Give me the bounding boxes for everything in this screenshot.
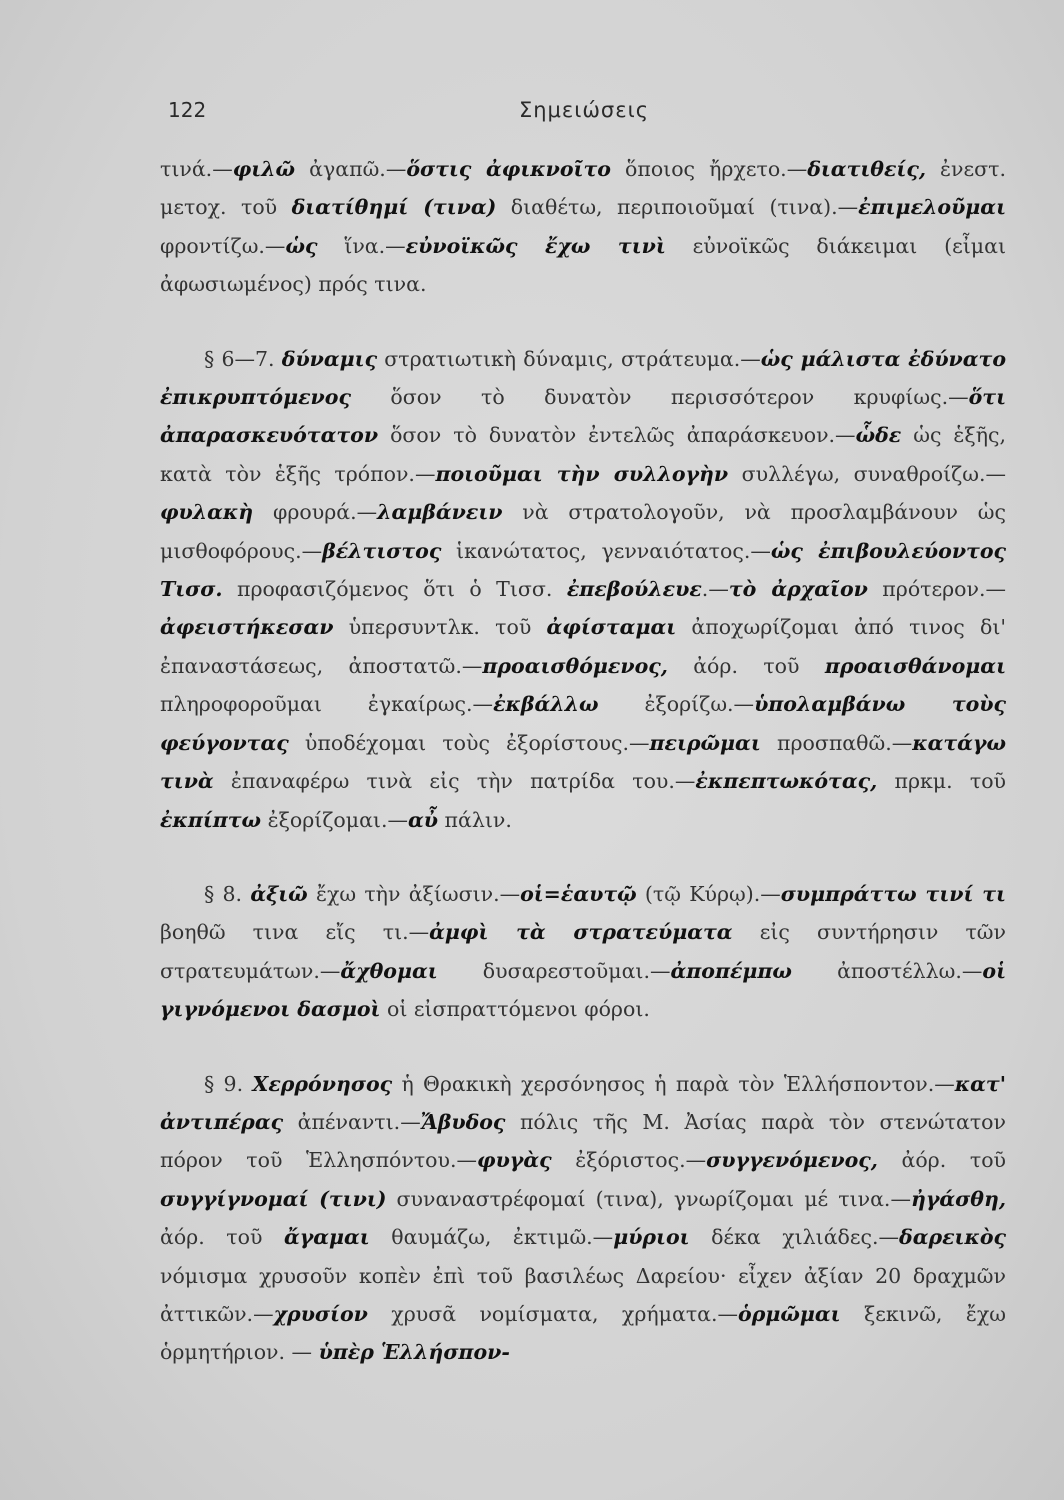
headword: ἀφειστήκεσαν	[160, 615, 334, 640]
headword: χρυσίον	[273, 1301, 368, 1326]
gloss-text: εἰς συντήρησιν τῶν στρατευμάτων.—	[160, 920, 1006, 983]
gloss-text: στρατιωτικὴ δύναμις, στράτευμα.—	[377, 346, 761, 371]
headword: προαισθόμενος,	[482, 653, 668, 678]
gloss-text: διαθέτω, περιποιοῦμαί (τινα).—	[496, 195, 859, 220]
headword: συγγενόμενος,	[706, 1148, 878, 1173]
gloss-text: πάλιν.	[438, 807, 512, 832]
headword: ὁρμῶμαι	[738, 1301, 841, 1326]
gloss-text: συναναστρέφομαί (τινα), γνωρίζομαι μέ τινα.—	[386, 1186, 911, 1211]
paragraph-section-9	[160, 1065, 1006, 1372]
gloss-text: (τῷ Κύρῳ).—	[636, 881, 781, 906]
gloss-text: θαυμάζω, ἐκτιμῶ.—	[369, 1225, 614, 1250]
headword: πειρῶμαι	[649, 730, 761, 755]
gloss-text: ἡ Θρακικὴ χερσόνησος ἡ παρὰ τὸν Ἑλλήσποντον.—	[392, 1071, 955, 1096]
gloss-text: οἱ εἰσπραττόμενοι φόροι.	[380, 997, 650, 1022]
gloss-text: ἀγαπῶ.—	[295, 157, 407, 181]
headword: διατιθείς,	[807, 157, 926, 181]
headword: ὑπολαμβάνω τοὺς φεύγοντας	[160, 692, 1006, 755]
headword: οἱ=ἑαυτῷ	[520, 881, 637, 906]
headword: ὑπὲρ Ἑλλήσπον-	[318, 1340, 510, 1365]
headword: ἄχθομαι	[340, 958, 438, 983]
gloss-text: ὅποιος ἤρχετο.—	[610, 157, 808, 181]
headword: ὅτι ἀπαρασκευότατον	[160, 385, 1006, 448]
gloss-text: ἐπαναφέρω τινὰ εἰς τὴν πατρίδα του.—	[213, 769, 696, 794]
headword: ὧδε	[855, 423, 902, 448]
headword: ὡς	[285, 233, 318, 258]
headword: συμπράττω τινί τι	[780, 881, 1006, 906]
headword: ἐπιμελοῦμαι	[858, 195, 1006, 220]
headword: ἐκβάλλω	[493, 692, 599, 717]
headword: συγγίγνομαί (τινι)	[160, 1186, 387, 1211]
paragraph-section-8	[160, 875, 1006, 1029]
gloss-text: ἐξόριστος.—	[551, 1148, 707, 1173]
gloss-text: τινά.—	[160, 157, 233, 181]
headword: δαρεικὸς	[899, 1225, 1006, 1250]
headword: φυγὰς	[477, 1148, 552, 1173]
headword: ἄγαμαι	[283, 1225, 370, 1250]
gloss-text: χρυσᾶ νομίσματα, χρήματα.—	[367, 1301, 739, 1326]
headword: φυλακὴ	[160, 500, 254, 525]
gloss-text: ὅσον τὸ δυνατὸν περισσότερον κρυφίως.—	[350, 385, 969, 410]
headword: ἐκπεπτωκότας,	[695, 769, 878, 794]
gloss-text: εὐνοϊκῶς διάκειμαι (εἶμαι ἀφωσιωμένος) πρός τινα.	[160, 233, 1006, 297]
gloss-text: ἐξορίζομαι.—	[261, 807, 408, 832]
headword: προαισθάνομαι	[824, 653, 1006, 678]
headword: ἀποπέμπω	[670, 958, 792, 983]
headword: ἀμφὶ τὰ στρατεύματα	[429, 920, 733, 945]
gloss-text: πρκμ. τοῦ	[877, 769, 1007, 794]
headword: ἠγάσθη,	[910, 1186, 1006, 1211]
gloss-text: δέκα χιλιάδες.—	[689, 1225, 900, 1250]
gloss-text: ἐξορίζω.—	[598, 692, 755, 717]
notes-body	[160, 150, 1006, 1372]
headword: τὸ ἀρχαῖον	[728, 577, 868, 602]
gloss-text: ἔχω τὴν ἀξίωσιν.—	[307, 881, 521, 906]
gloss-text: § 9.	[204, 1071, 253, 1096]
headword: αὖ	[408, 807, 438, 832]
headword: ὡς ἐπιβουλεύοντος Τισσ.	[160, 538, 1006, 602]
gloss-text: πληροφοροῦμαι ἐγκαίρως.—	[160, 692, 494, 717]
gloss-text: § 8.	[204, 881, 251, 906]
gloss-text: ὑπερσυντλκ. τοῦ	[333, 615, 547, 640]
gloss-text: § 6—7.	[204, 346, 282, 371]
gloss-text: ὡς ἑξῆς, κατὰ τὸν ἑξῆς τρόπον.—	[160, 423, 1006, 486]
headword: φιλῶ	[232, 157, 296, 181]
page-number: 122	[168, 98, 207, 122]
headword: εὐνοϊκῶς ἔχω τινὶ	[405, 233, 666, 258]
headword: ἐκπίπτω	[160, 807, 262, 832]
headword: κατ' ἀντιπέρας	[160, 1071, 1006, 1134]
headword: κατάγω τινὰ	[160, 730, 1006, 794]
gloss-text: ἀποχωρίζομαι ἀπό τινος δι' ἐπαναστάσεως, ἀποστατῶ.—	[160, 615, 1006, 678]
gloss-text: ἐνεστ. μετοχ. τοῦ	[160, 157, 1006, 220]
gloss-text: συλλέγω, συναθροίζω.—	[728, 461, 1006, 486]
gloss-text: φροντίζω.—	[160, 233, 286, 258]
gloss-text: ὅσον τὸ δυνατὸν ἐντελῶς ἀπαράσκευον.—	[378, 423, 856, 448]
headword: ἀφίσταμαι	[546, 615, 677, 640]
headword: διατίθημί (τινα)	[291, 195, 497, 220]
gloss-text: νὰ στρατολογοῦν, νὰ προσλαμβάνουν ὡς μισθοφόρους.—	[160, 500, 1006, 563]
gloss-text: πόλις τῆς Μ. Ἀσίας παρὰ τὸν στενώτατον πόρον τοῦ Ἑλλησπόντου.—	[160, 1109, 1006, 1173]
headword: ἐπεβούλευε	[566, 577, 702, 602]
paragraph-continuation	[160, 150, 1006, 304]
gloss-text: φρουρά.—	[253, 500, 378, 525]
headword: ὅστις ἀφικνοῖτο	[406, 157, 611, 181]
gloss-text: ἀποστέλλω.—	[791, 958, 983, 983]
headword: οἱ γιγνόμενοι δασμοὶ	[160, 958, 1006, 1022]
gloss-text: βοηθῶ τινα εἴς τι.—	[160, 920, 430, 945]
gloss-text: ἀόρ. τοῦ	[667, 653, 825, 678]
gloss-text: ξεκινῶ, ἔχω ὁρμητήριον. —	[160, 1301, 1006, 1365]
gloss-text: νόμισμα χρυσοῦν κοπὲν ἐπὶ τοῦ βασιλέως Δαρείου· εἶχεν ἀξίαν 20 δραχμῶν ἀττικῶν.—	[160, 1263, 1006, 1326]
headword: βέλτιστος	[322, 538, 442, 563]
headword: μύριοι	[613, 1225, 690, 1250]
page-header	[168, 98, 1000, 130]
headword: ἀξιῶ	[250, 881, 308, 906]
gloss-text: ὑποδέχομαι τοὺς ἐξορίστους.—	[288, 730, 650, 755]
headword: δύναμις	[281, 346, 378, 371]
headword: ποιοῦμαι τὴν συλλογὴν	[435, 461, 729, 486]
gloss-text: ἱκανώτατος, γενναιότατος.—	[441, 538, 771, 563]
gloss-text: προσπαθῶ.—	[760, 730, 913, 755]
headword: λαμβάνειν	[377, 500, 503, 525]
headword: Ἄβυδος	[420, 1109, 506, 1134]
gloss-text: ἀόρ. τοῦ	[160, 1225, 284, 1250]
gloss-text: ἀπέναντι.—	[283, 1109, 421, 1134]
gloss-text: .—	[701, 577, 729, 602]
gloss-text: προφασιζόμενος ὅτι ὁ Τισσ.	[222, 577, 567, 602]
paragraph-section-6-7	[160, 340, 1006, 839]
gloss-text: πρότερον.—	[867, 577, 1007, 602]
gloss-text: δυσαρεστοῦμαι.—	[437, 958, 671, 983]
running-title: Σημειώσεις	[518, 98, 650, 122]
gloss-text: ἀόρ. τοῦ	[877, 1148, 1007, 1173]
headword: ὡς μάλιστα ἐδύνατο ἐπικρυπτόμενος	[160, 346, 1007, 410]
headword: Χερρόνησος	[252, 1071, 393, 1096]
gloss-text: ἵνα.—	[317, 233, 406, 258]
